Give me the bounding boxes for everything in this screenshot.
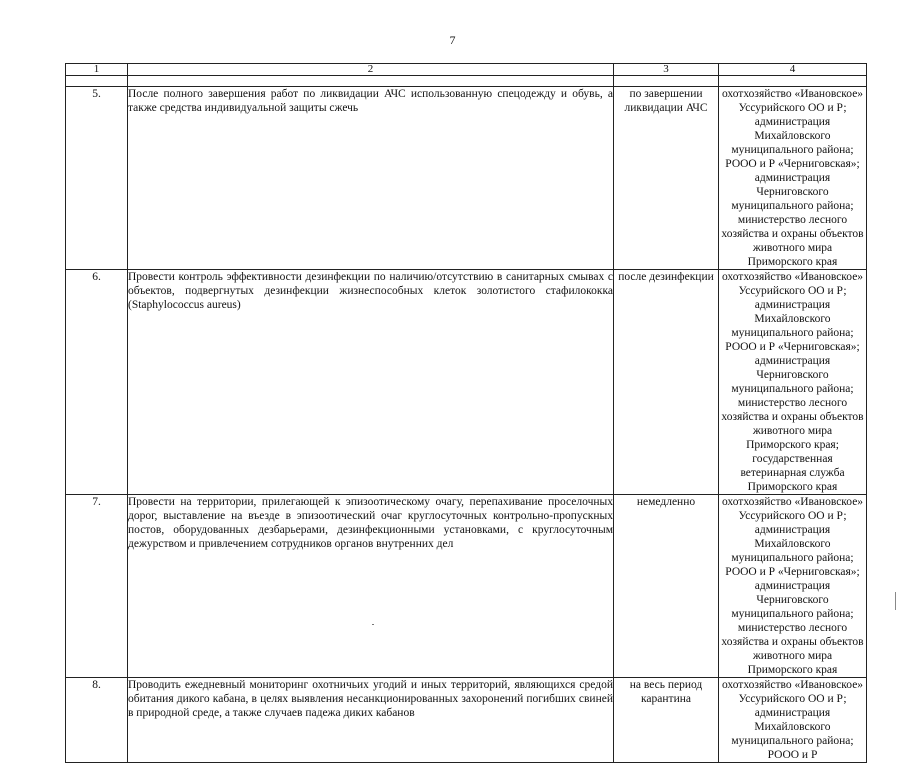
scan-speck bbox=[372, 624, 374, 625]
table-row bbox=[66, 270, 867, 495]
measures-table bbox=[65, 63, 867, 763]
row-number: 7. bbox=[66, 495, 128, 678]
table-row bbox=[66, 87, 867, 270]
deadline-text: после дезинфекции bbox=[614, 270, 719, 495]
deadline-text: на весь период карантина bbox=[614, 678, 719, 763]
responsible-text: охотхозяйство «Ивановское» Уссурийского ОО и Р; администрация Михайловского муниципального района; РООО и Р «Черниговская»; администрация Черниговского муниципального района; министерство лесного хозяйства и охраны объектов животного мира Приморского края bbox=[719, 495, 867, 678]
responsible-text: охотхозяйство «Ивановское» Уссурийского ОО и Р; администрация Михайловского муниципального района; РООО и Р «Черниговская»; администрация Черниговского муниципального района; министерство лесного хозяйства и охраны объектов животного мира Приморского края; государственная ветеринарная служба Приморского края bbox=[719, 270, 867, 495]
table-row bbox=[66, 678, 867, 763]
row-number: 5. bbox=[66, 87, 128, 270]
table-header-row bbox=[66, 64, 867, 76]
row-number: 8. bbox=[66, 678, 128, 763]
column-header: 1 bbox=[66, 64, 128, 76]
scan-edge-mark bbox=[895, 592, 896, 610]
responsible-text: охотхозяйство «Ивановское» Уссурийского ОО и Р; администрация Михайловского муниципального района; РООО и Р bbox=[719, 678, 867, 763]
table-spacer-row bbox=[66, 76, 867, 87]
row-number: 6. bbox=[66, 270, 128, 495]
column-header: 4 bbox=[719, 64, 867, 76]
action-text: Провести на территории, прилегающей к эпизоотическому очагу, перепахивание проселочных дорог, выставление на въезде в эпизоотический очаг круглосуточных контрольно-пропускных постов, оборудованных дезбарьерами, дезинфекционными установками, с круглосуточным дежурством и привлечением сотрудников органов внутренних дел bbox=[128, 495, 614, 678]
deadline-text: по завершении ликвидации АЧС bbox=[614, 87, 719, 270]
action-text: Провести контроль эффективности дезинфекции по наличию/отсутствию в санитарных смывах с объектов, подвергнутых дезинфекции жизнеспособных клеток золотистого стафилококка (Staphylococcus aureus) bbox=[128, 270, 614, 495]
page-number: 7 bbox=[449, 33, 456, 47]
table-row bbox=[66, 495, 867, 678]
action-text: После полного завершения работ по ликвидации АЧС использованную спецодежду и обувь, а также средства индивидуальной защиты сжечь bbox=[128, 87, 614, 270]
deadline-text: немедленно bbox=[614, 495, 719, 678]
action-text: Проводить ежедневный мониторинг охотничьих угодий и иных территорий, являющихся средой обитания дикого кабана, в целях выявления несанкционированных захоронений погибших свиней в природной среде, а также случаев падежа диких кабанов bbox=[128, 678, 614, 763]
column-header: 3 bbox=[614, 64, 719, 76]
responsible-text: охотхозяйство «Ивановское» Уссурийского ОО и Р; администрация Михайловского муниципального района; РООО и Р «Черниговская»; администрация Черниговского муниципального района; министерство лесного хозяйства и охраны объектов животного мира Приморского края bbox=[719, 87, 867, 270]
column-header: 2 bbox=[128, 64, 614, 76]
